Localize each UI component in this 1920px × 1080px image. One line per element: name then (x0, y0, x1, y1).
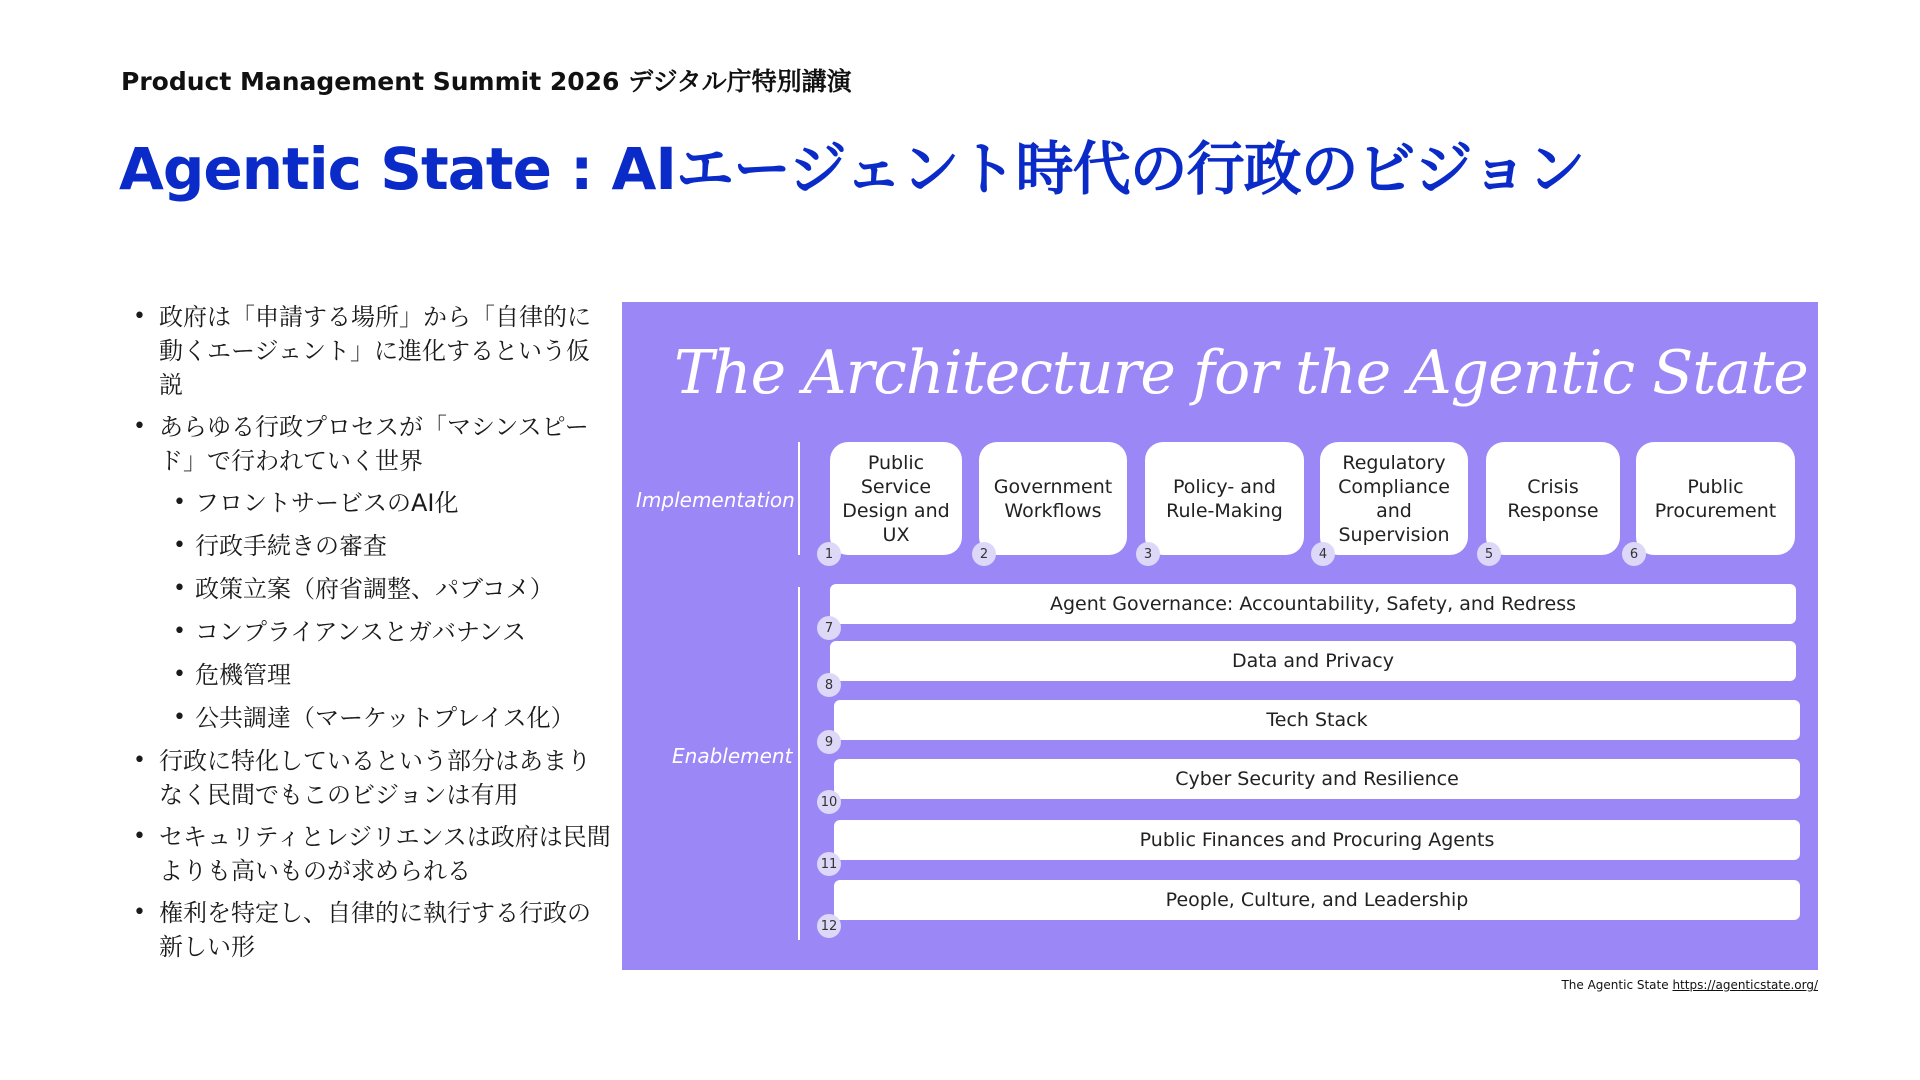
enable-bar-public-finances: Public Finances and Procuring Agents (834, 820, 1800, 860)
number-badge: 9 (817, 730, 841, 754)
sub-bullet-item: • フロントサービスのAI化 (159, 486, 613, 520)
architecture-diagram (622, 302, 1818, 970)
source-link[interactable]: https://agenticstate.org/ (1672, 978, 1818, 992)
sub-bullet-item: • コンプライアンスとガバナンス (159, 615, 613, 649)
bullet-new-form: • 権利を特定し、自律的に執行する行政の新しい形 (133, 896, 613, 964)
impl-box-label: Public Service Design and UX (842, 451, 950, 546)
bullet-private-sector: • 行政に特化しているという部分はあまりなく民間でもこのビジョンは有用 (133, 744, 613, 812)
number-badge: 3 (1136, 542, 1160, 566)
slide-title: Agentic State : AIエージェント時代の行政のビジョン (119, 135, 1585, 203)
impl-box-public-service-design (830, 442, 962, 555)
number-badge: 1 (817, 542, 841, 566)
diagram-title: The Architecture for the Agentic State (674, 338, 1808, 408)
sub-bullet-item: • 公共調達（マーケットプレイス化） (159, 701, 613, 735)
number-badge: 6 (1622, 542, 1646, 566)
sub-bullet-item: • 行政手続きの審査 (159, 529, 613, 563)
impl-box-policy-rule-making (1145, 442, 1304, 555)
impl-box-label: Regulatory Compliance and Supervision (1338, 451, 1450, 546)
implementation-divider (798, 442, 800, 555)
number-badge: 5 (1477, 542, 1501, 566)
impl-box-government-workflows (979, 442, 1127, 555)
source-note (1561, 978, 1818, 992)
enable-bar-cyber-security: Cyber Security and Resilience (834, 759, 1800, 799)
event-subtitle: Product Management Summit 2026 デジタル庁特別講演 (121, 67, 852, 96)
impl-box-label: Crisis Response (1507, 475, 1599, 522)
impl-box-public-procurement (1636, 442, 1795, 555)
impl-box-label: Public Procurement (1654, 475, 1777, 522)
bullet-machine-speed (133, 410, 613, 735)
impl-box-crisis-response (1486, 442, 1620, 555)
enable-bar-people-culture: People, Culture, and Leadership (834, 880, 1800, 920)
enablement-label: Enablement (672, 744, 793, 768)
number-badge: 4 (1311, 542, 1335, 566)
enable-bar-tech-stack: Tech Stack (834, 700, 1800, 740)
impl-box-label: Policy- and Rule-Making (1166, 475, 1283, 522)
number-badge: 11 (817, 852, 841, 876)
enable-bar-agent-governance: Agent Governance: Accountability, Safety, and Redress (830, 584, 1796, 624)
sub-bullet-list (159, 486, 613, 735)
sub-bullet-item: • 危機管理 (159, 658, 613, 692)
number-badge: 7 (817, 616, 841, 640)
source-label: The Agentic State (1561, 978, 1669, 992)
number-badge: 12 (817, 914, 841, 938)
enable-bar-data-privacy: Data and Privacy (830, 641, 1796, 681)
bullet-list (133, 300, 613, 972)
enablement-divider (798, 587, 800, 940)
bullet-hypothesis: • 政府は「申請する場所」から「自律的に動くエージェント」に進化するという仮説 (133, 300, 613, 402)
number-badge: 8 (817, 673, 841, 697)
implementation-label: Implementation (636, 488, 795, 512)
impl-box-regulatory-compliance (1320, 442, 1468, 555)
number-badge: 2 (972, 542, 996, 566)
bullet-security: • セキュリティとレジリエンスは政府は民間よりも高いものが求められる (133, 820, 613, 888)
number-badge: 10 (817, 790, 841, 814)
bullet-machine-speed-text: あらゆる行政プロセスが「マシンスピード」で行われていく世界 (159, 413, 589, 475)
sub-bullet-item: • 政策立案（府省調整、パブコメ） (159, 572, 613, 606)
impl-box-label: Government Workflows (993, 475, 1113, 522)
